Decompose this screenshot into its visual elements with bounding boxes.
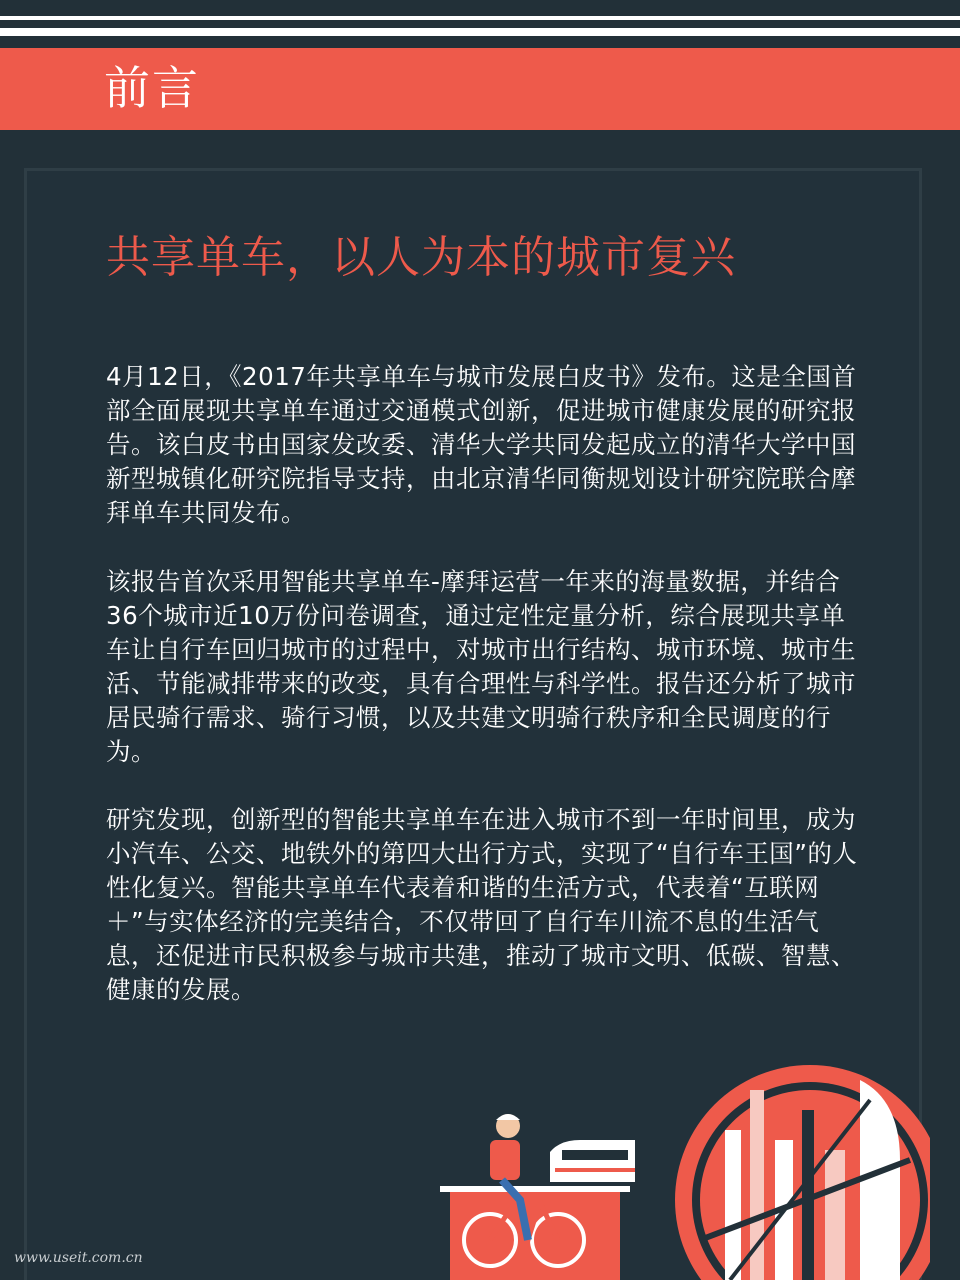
bike-city-illustration (430, 1040, 930, 1280)
paragraph-2: 该报告首次采用智能共享单车-摩拜运营一年来的海量数据，并结合36个城市近10万份问卷调查，通过定性定量分析，综合展现共享单车让自行车回归城市的过程中，对城市出行结构、城市环境、城市生活、节能减排带来的改变，具有合理性与科学性。报告还分析了城市居民骑行需求、骑行习惯，以及共建文明骑行秩序和全民调度的行为。 (106, 567, 856, 766)
paragraph-3: 研究发现，创新型的智能共享单车在进入城市不到一年时间里，成为小汽车、公交、地铁外的第四大出行方式，实现了“自行车王国”的人性化复兴。智能共享单车代表着和谐的生活方式，代表着“互联网＋”与实体经济的完美结合，不仅带回了自行车川流不息的生活气息，还促进市民积极参与城市共建，推动了城市文明、低碳、智慧、健康的发展。 (106, 805, 858, 1004)
watermark-url: www.useit.com.cn (14, 1250, 143, 1266)
top-rule-thick (0, 28, 960, 36)
bike-wheel-city-icon (675, 1065, 930, 1280)
paragraph-1: 4月12日，《2017年共享单车与城市发展白皮书》发布。这是全国首部全面展现共享单车通过交通模式创新，促进城市健康发展的研究报告。该白皮书由国家发改委、清华大学共同发起成立的清华大学中国新型城镇化研究院指导支持，由北京清华同衡规划设计研究院联合摩拜单车共同发布。 (106, 362, 857, 527)
article-headline: 共享单车，以人为本的城市复兴 (106, 232, 736, 283)
top-rule-thin (0, 16, 960, 20)
page-title: 前言 (104, 61, 200, 115)
train-icon (550, 1140, 635, 1182)
